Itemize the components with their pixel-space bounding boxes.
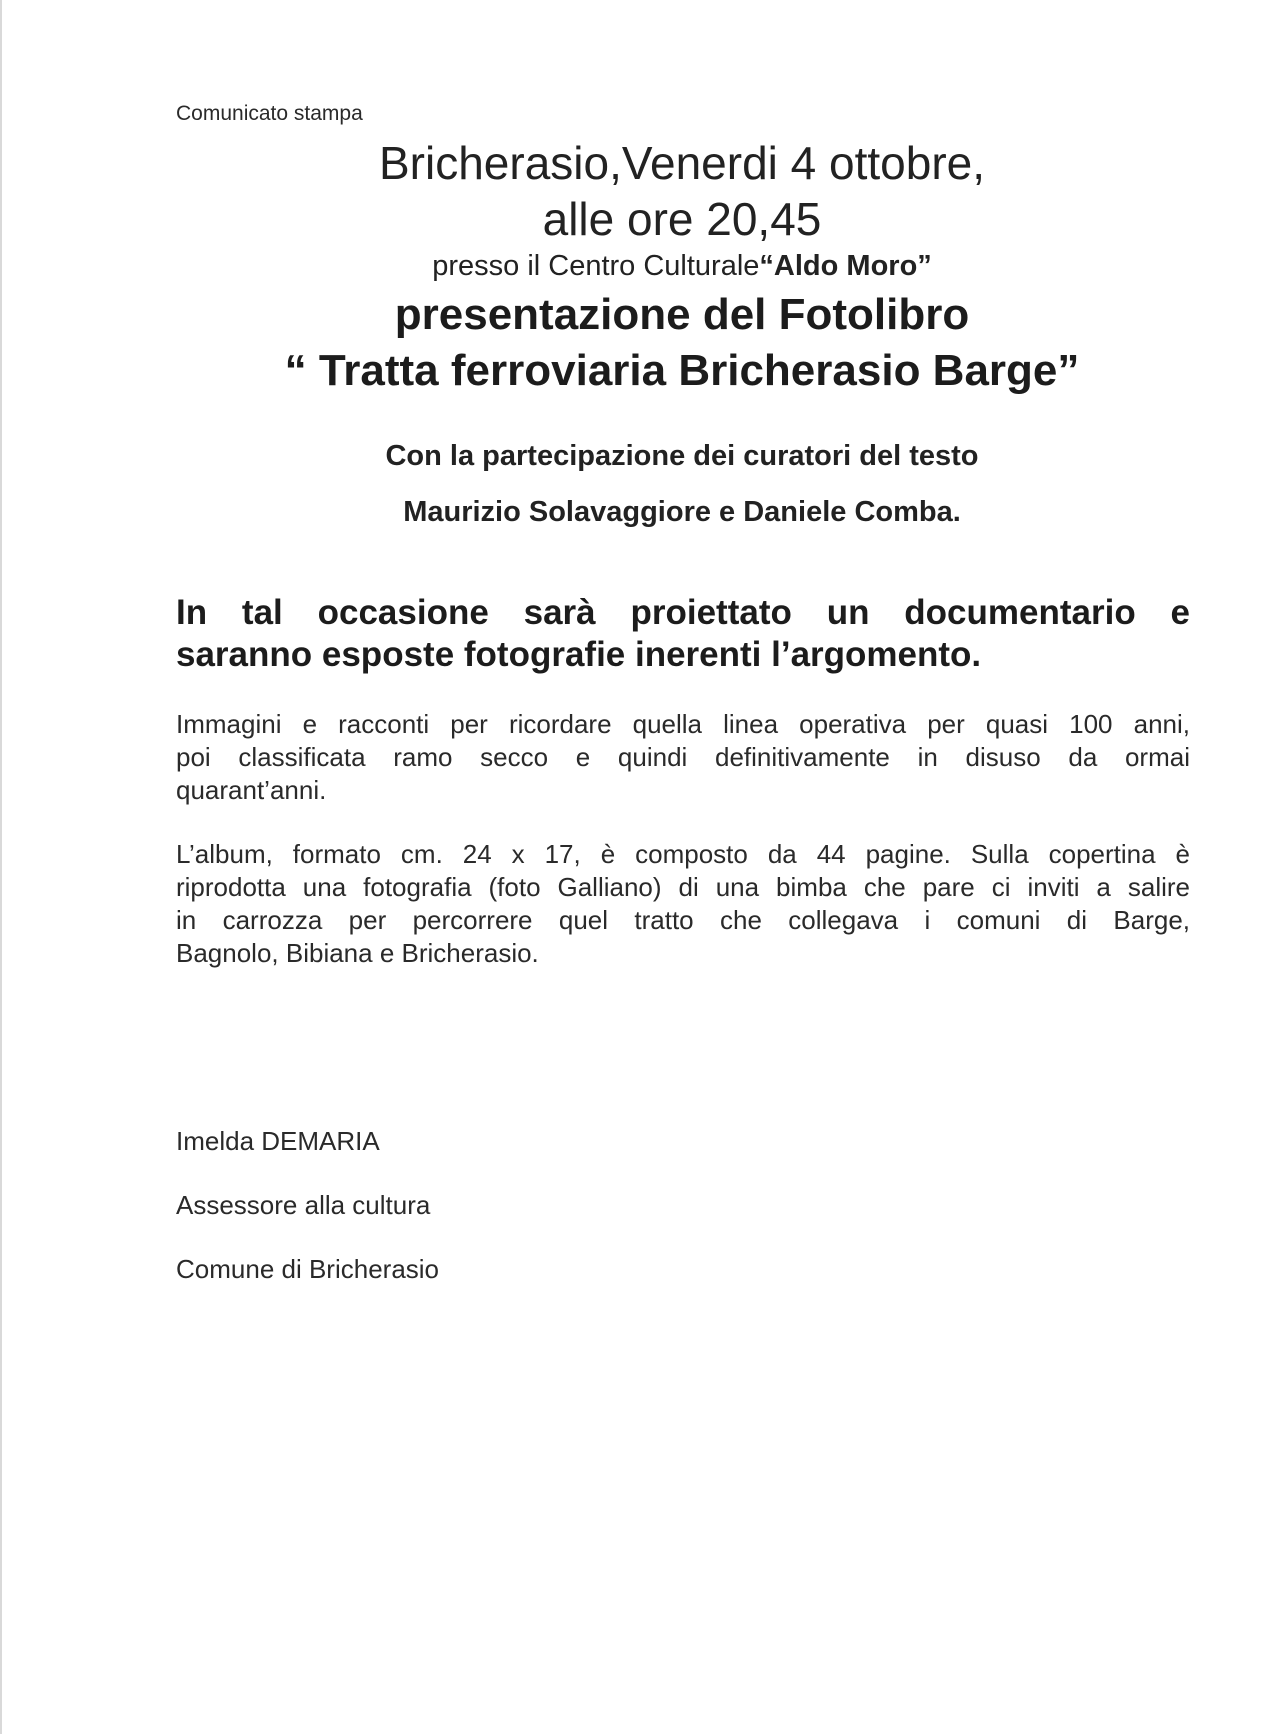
participation-line-2: Maurizio Solavaggiore e Daniele Comba. [403, 496, 961, 528]
paragraph-line: Bagnolo, Bibiana e Bricherasio. [176, 938, 539, 968]
venue-prefix: presso il Centro Culturale [432, 250, 760, 282]
headline-date: Bricherasio,Venerdi 4 ottobre, [378, 137, 986, 189]
paragraph-line: Immagini e racconti per ricordare quella linea operativa per quasi 100 anni, [176, 709, 1190, 739]
headline-time: alle ore 20,45 [542, 193, 822, 245]
title-line-2: “ Tratta ferroviaria Bricherasio Barge” [284, 346, 1080, 395]
paragraph-line: poi classificata ramo secco e quindi definitivamente in disuso da ormai [176, 742, 1190, 772]
signature-organization: Comune di Bricherasio [176, 1254, 440, 1284]
participation-line-1: Con la partecipazione dei curatori del testo [385, 440, 979, 472]
paragraph-line: in carrozza per percorrere quel tratto che collegava i comuni di Barge, [176, 905, 1190, 935]
signature-role: Assessore alla cultura [176, 1190, 431, 1220]
title-line-1: presentazione del Fotolibro [394, 290, 970, 339]
paragraph-2 [176, 838, 1190, 970]
announcement [176, 592, 1190, 676]
press-release-label: Comunicato stampa [176, 102, 363, 125]
announcement-line: saranno esposte fotografie inerenti l’argomento. [176, 635, 982, 674]
signature-name: Imelda DEMARIA [176, 1126, 380, 1156]
paragraph-line: quarant’anni. [176, 775, 327, 805]
paragraph-line: riprodotta una fotografia (foto Galliano) di una bimba che pare ci inviti a salire [176, 872, 1190, 902]
venue-name: “Aldo Moro” [759, 250, 932, 282]
venue-line [132, 250, 1232, 283]
paragraph-1 [176, 708, 1190, 807]
paragraph-line: L’album, formato cm. 24 x 17, è composto da 44 pagine. Sulla copertina è [176, 839, 1190, 869]
announcement-line: In tal occasione sarà proiettato un documentario e [176, 593, 1190, 632]
